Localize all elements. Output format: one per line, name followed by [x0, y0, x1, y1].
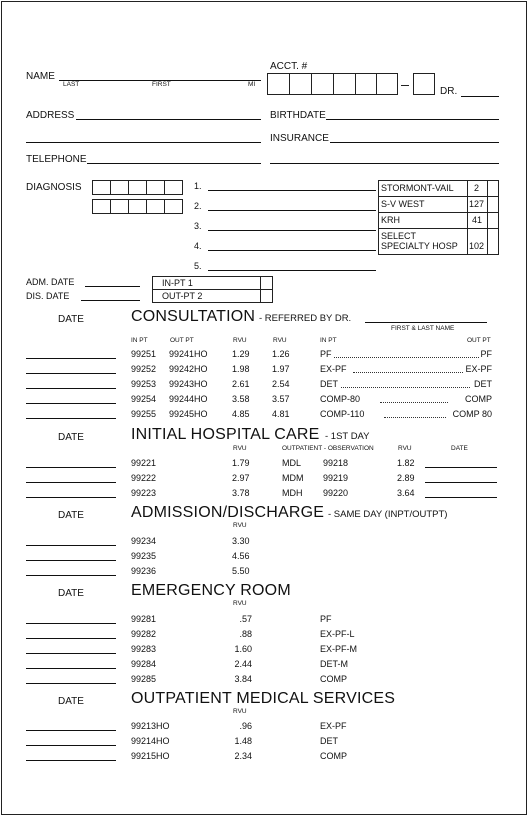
- hospital-code-3: 41: [472, 215, 483, 225]
- outpatient-date-label: DATE: [58, 696, 84, 707]
- hospital-name-1: STORMONT-VAIL: [381, 183, 454, 193]
- date-field[interactable]: [26, 545, 116, 546]
- date-field[interactable]: [26, 560, 116, 561]
- rvu: 5.50: [232, 566, 250, 576]
- inpt-code: 99254: [131, 394, 157, 404]
- inpt-level: COMP-110: [320, 409, 365, 419]
- rvu: 1.60: [234, 644, 252, 654]
- admission-col-rvu: RVU: [233, 522, 247, 529]
- rvu-inpt: 1.98: [232, 364, 250, 374]
- outpatient-title: OUTPATIENT MEDICAL SERVICES: [131, 690, 396, 707]
- acct-dash: [401, 85, 409, 86]
- outpt-code: 99243HO: [169, 379, 208, 389]
- level: DET-M: [320, 659, 348, 669]
- rvu-outpt: 2.54: [272, 379, 290, 389]
- diag-line-1[interactable]: [208, 190, 376, 191]
- name-first-caption: FIRST: [152, 81, 171, 88]
- rvu-inpt: 3.58: [232, 394, 250, 404]
- emergency-date-label: DATE: [58, 588, 84, 599]
- diagnosis-label: DIAGNOSIS: [26, 182, 82, 193]
- date-field[interactable]: [26, 760, 116, 761]
- rvu: 2.34: [234, 751, 252, 761]
- consult-col-rvu2: RVU: [273, 337, 287, 344]
- rvu: 1.79: [232, 458, 250, 468]
- rvu: 2.97: [232, 473, 250, 483]
- diag-line-2[interactable]: [208, 210, 376, 211]
- telephone-field[interactable]: [87, 163, 261, 164]
- hospital-name-3: KRH: [381, 215, 401, 225]
- consult-col-outpt-level: OUT PT: [467, 337, 491, 344]
- consult-col-inpt: IN PT: [131, 337, 148, 344]
- inpt-code: 99253: [131, 379, 157, 389]
- cpt-code: 99223: [131, 488, 157, 498]
- outpatient-col-rvu: RVU: [233, 708, 247, 715]
- date-field[interactable]: [26, 683, 116, 684]
- diag-num-1: 1.: [194, 181, 202, 191]
- outpt-level: COMP: [465, 394, 492, 404]
- date-field[interactable]: [26, 668, 116, 669]
- rvu-outpt: 1.26: [272, 349, 290, 359]
- rvu-outpt: 4.81: [272, 409, 290, 419]
- rvu: .96: [239, 721, 252, 731]
- rvu: 3.84: [234, 674, 252, 684]
- level: COMP: [320, 751, 347, 761]
- birthdate-field[interactable]: [326, 119, 499, 120]
- rvu-outpt: 3.57: [272, 394, 290, 404]
- emergency-title: EMERGENCY ROOM: [131, 582, 291, 599]
- cpt-code: 99282: [131, 629, 157, 639]
- dot-leader: [353, 372, 463, 373]
- cpt-code: 99213HO: [131, 721, 170, 731]
- rvu: 3.78: [232, 488, 250, 498]
- hospital-name-4b: SPECIALTY HOSP: [381, 241, 458, 251]
- rvu: 1.48: [234, 736, 252, 746]
- diag-line-5[interactable]: [208, 270, 376, 271]
- diag-num-3: 3.: [194, 221, 202, 231]
- admission-date-label: DATE: [58, 510, 84, 521]
- consult-col-outpt: OUT PT: [170, 337, 194, 344]
- rvu-outpt: 1.97: [272, 364, 290, 374]
- initial-col-obs: OUTPATIENT - OBSERVATION: [282, 445, 374, 452]
- observation-rvu: 3.64: [397, 488, 415, 498]
- address-field[interactable]: [76, 119, 261, 120]
- inpt-checkbox[interactable]: [261, 277, 272, 288]
- date-field[interactable]: [26, 418, 116, 419]
- cpt-code: 99222: [131, 473, 157, 483]
- insurance-label: INSURANCE: [270, 133, 329, 144]
- consult-col-rvu1: RVU: [233, 337, 247, 344]
- cpt-code: 99283: [131, 644, 157, 654]
- outpt-checkbox[interactable]: [261, 290, 272, 302]
- observation-rvu: 2.89: [397, 473, 415, 483]
- cpt-code: 99281: [131, 614, 157, 624]
- inpt-level: COMP-80: [320, 394, 361, 404]
- observation-code: 99218: [323, 458, 349, 468]
- outpt-code: 99244HO: [169, 394, 208, 404]
- observation-code: 99220: [323, 488, 349, 498]
- name-mi-caption: MI: [248, 81, 256, 88]
- observation-rvu: 1.82: [397, 458, 415, 468]
- date-field[interactable]: [26, 653, 116, 654]
- birthdate-label: BIRTHDATE: [270, 110, 326, 121]
- rvu: 2.44: [234, 659, 252, 669]
- hospital-name-2: S-V WEST: [381, 199, 425, 209]
- observation-code: 99219: [323, 473, 349, 483]
- inpt-level: PF: [320, 349, 332, 359]
- date-field[interactable]: [26, 482, 116, 483]
- name-label: NAME: [26, 71, 55, 82]
- rvu-inpt: 1.29: [232, 349, 250, 359]
- outpt-code: 99242HO: [169, 364, 208, 374]
- outpt-label: OUT-PT 2: [162, 291, 203, 301]
- address-label: ADDRESS: [26, 110, 75, 121]
- complexity-level: MDL: [282, 458, 302, 468]
- emergency-col-rvu: RVU: [233, 600, 247, 607]
- date-field[interactable]: [26, 373, 116, 374]
- acct-check-box[interactable]: [413, 73, 435, 95]
- date-field[interactable]: [26, 575, 116, 576]
- date-field[interactable]: [26, 358, 116, 359]
- outpt-level: PF: [480, 349, 492, 359]
- observation-date-field[interactable]: [425, 482, 497, 483]
- hospital-code-1: 2: [474, 183, 480, 193]
- hospital-code-2: 127: [469, 199, 485, 209]
- consult-subtitle: - REFERRED BY DR.: [259, 313, 352, 324]
- diag-line-4[interactable]: [208, 250, 376, 251]
- cpt-code: 99214HO: [131, 736, 170, 746]
- adm-date-label: ADM. DATE: [26, 277, 75, 287]
- date-field[interactable]: [26, 623, 116, 624]
- observation-date-field[interactable]: [425, 497, 497, 498]
- rvu: 4.56: [232, 551, 250, 561]
- hospital-code-4: 102: [469, 241, 485, 251]
- outpt-level: EX-PF: [465, 364, 492, 374]
- dot-leader: [384, 417, 446, 418]
- inpt-label: IN-PT 1: [162, 278, 193, 288]
- insurance-field-2[interactable]: [270, 163, 499, 164]
- outpt-code: 99241HO: [169, 349, 208, 359]
- insurance-field[interactable]: [330, 142, 499, 143]
- adm-date-field[interactable]: [85, 286, 140, 287]
- outpt-level: COMP 80: [452, 409, 492, 419]
- level: PF: [320, 614, 332, 624]
- first-last-caption: FIRST & LAST NAME: [391, 325, 455, 332]
- outpt-code: 99245HO: [169, 409, 208, 419]
- initial-title: INITIAL HOSPITAL CARE: [131, 426, 320, 443]
- diag-num-5: 5.: [194, 261, 202, 271]
- level: EX-PF-M: [320, 644, 357, 654]
- date-field[interactable]: [26, 745, 116, 746]
- date-field[interactable]: [26, 497, 116, 498]
- dr-label: DR.: [440, 86, 458, 97]
- date-field[interactable]: [26, 638, 116, 639]
- dis-date-field[interactable]: [81, 300, 140, 301]
- cpt-code: 99215HO: [131, 751, 170, 761]
- acct-label: ACCT. #: [270, 61, 308, 72]
- initial-col-date: DATE: [451, 445, 468, 452]
- dot-leader: [380, 402, 448, 403]
- inpt-code: 99252: [131, 364, 157, 374]
- complexity-level: MDM: [282, 473, 304, 483]
- rvu: .88: [239, 629, 252, 639]
- inpt-level: EX-PF: [320, 364, 347, 374]
- initial-subtitle: - 1ST DAY: [325, 431, 370, 442]
- initial-date-label: DATE: [58, 432, 84, 443]
- complexity-level: MDH: [282, 488, 303, 498]
- cpt-code: 99221: [131, 458, 157, 468]
- level: COMP: [320, 674, 347, 684]
- level: DET: [320, 736, 338, 746]
- observation-date-field[interactable]: [425, 467, 497, 468]
- dis-date-label: DIS. DATE: [26, 291, 70, 301]
- name-last-caption: LAST: [63, 81, 80, 88]
- inpt-code: 99255: [131, 409, 157, 419]
- admission-title: ADMISSION/DISCHARGE: [131, 504, 325, 521]
- cpt-code: 99284: [131, 659, 157, 669]
- cpt-code: 99234: [131, 536, 157, 546]
- telephone-label: TELEPHONE: [26, 154, 87, 165]
- consult-date-label: DATE: [58, 314, 84, 325]
- referring-dr-field[interactable]: [365, 322, 487, 323]
- date-field[interactable]: [26, 467, 116, 468]
- rvu-inpt: 2.61: [232, 379, 250, 389]
- dr-field[interactable]: [461, 96, 499, 97]
- inpt-code: 99251: [131, 349, 157, 359]
- dot-leader: [341, 387, 470, 388]
- level: EX-PF: [320, 721, 347, 731]
- outpt-level: DET: [474, 379, 492, 389]
- diag-line-3[interactable]: [208, 230, 376, 231]
- initial-col-rvu2: RVU: [398, 445, 412, 452]
- cpt-code: 99236: [131, 566, 157, 576]
- cpt-code: 99235: [131, 551, 157, 561]
- hospital-name-4: SELECT: [381, 231, 417, 241]
- rvu: 3.30: [232, 536, 250, 546]
- date-field[interactable]: [26, 388, 116, 389]
- cpt-code: 99285: [131, 674, 157, 684]
- diag-num-2: 2.: [194, 201, 202, 211]
- dot-leader: [334, 357, 479, 358]
- address-field-2[interactable]: [26, 142, 261, 143]
- level: EX-PF-L: [320, 629, 355, 639]
- date-field[interactable]: [26, 403, 116, 404]
- admission-subtitle: - SAME DAY (INPT/OUTPT): [328, 509, 448, 520]
- consult-title: CONSULTATION: [131, 308, 256, 325]
- diag-num-4: 4.: [194, 241, 202, 251]
- rvu-inpt: 4.85: [232, 409, 250, 419]
- consult-col-inpt-level: IN PT: [320, 337, 337, 344]
- initial-col-rvu: RVU: [233, 445, 247, 452]
- rvu: .57: [239, 614, 252, 624]
- date-field[interactable]: [26, 730, 116, 731]
- inpt-level: DET: [320, 379, 338, 389]
